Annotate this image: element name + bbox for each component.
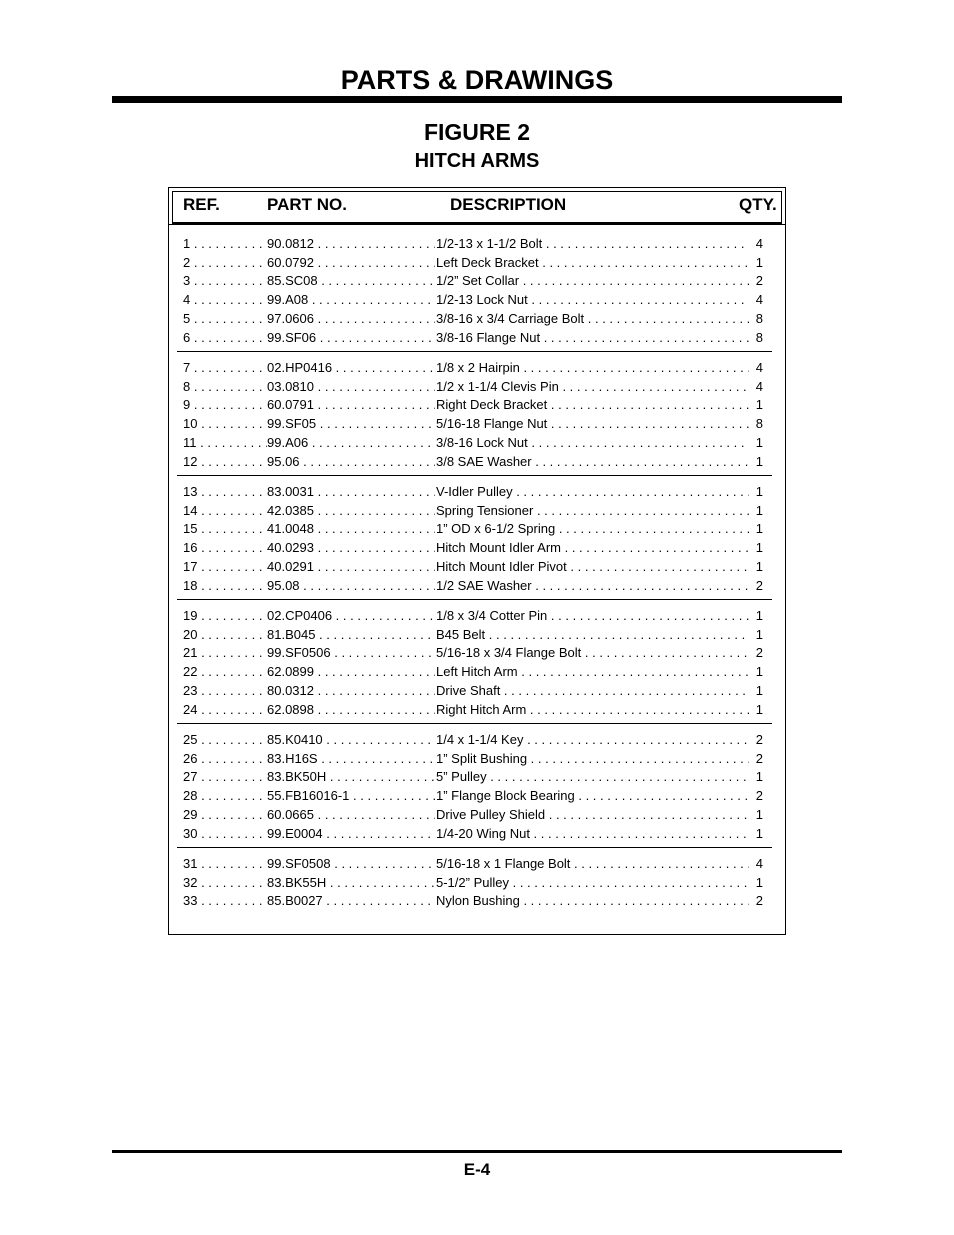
- table-row: [169, 787, 785, 806]
- part-number-cell: 83.0031 . . .: [267, 483, 435, 501]
- ref-cell: 23 . . .: [183, 682, 267, 700]
- qty-cell: 2: [749, 272, 763, 290]
- table-row: [169, 731, 785, 750]
- table-row: [169, 291, 785, 310]
- table-row: [169, 396, 785, 415]
- qty-cell: 1: [749, 539, 763, 557]
- ref-cell: 5 . . .: [183, 310, 267, 328]
- part-number-cell: 40.0293 . . .: [267, 539, 435, 557]
- group-divider: [177, 847, 772, 848]
- part-number-cell: 83.BK55H . . .: [267, 874, 435, 892]
- top-rule: [112, 96, 842, 103]
- part-number-cell: 99.A06 . . .: [267, 434, 435, 452]
- description-cell: V-Idler Pulley . . .: [436, 483, 756, 501]
- qty-cell: 1: [749, 663, 763, 681]
- ref-cell: 26 . . .: [183, 750, 267, 768]
- table-row: [169, 682, 785, 701]
- description-cell: Right Deck Bracket . . .: [436, 396, 756, 414]
- qty-cell: 1: [749, 520, 763, 538]
- description-cell: B45 Belt . . .: [436, 626, 756, 644]
- ref-cell: 15 . . .: [183, 520, 267, 538]
- description-cell: Right Hitch Arm . . .: [436, 701, 756, 719]
- table-row: [169, 310, 785, 329]
- description-cell: 5/16-18 x 3/4 Flange Bolt . . .: [436, 644, 756, 662]
- qty-cell: 2: [749, 644, 763, 662]
- qty-cell: 4: [749, 235, 763, 253]
- description-cell: 3/8 SAE Washer . . .: [436, 453, 756, 471]
- qty-cell: 4: [749, 378, 763, 396]
- qty-cell: 2: [749, 731, 763, 749]
- page-title: PARTS & DRAWINGS: [340, 65, 614, 95]
- description-cell: Drive Shaft . . .: [436, 682, 756, 700]
- table-row: [169, 855, 785, 874]
- description-cell: 3/8-16 Lock Nut . . .: [436, 434, 756, 452]
- description-cell: 1/4 x 1-1/4 Key . . .: [436, 731, 756, 749]
- part-number-cell: 85.SC08 . . .: [267, 272, 435, 290]
- table-row: [169, 607, 785, 626]
- qty-cell: 1: [749, 701, 763, 719]
- part-number-cell: 85.B0027 . . .: [267, 892, 435, 910]
- table-row: [169, 434, 785, 453]
- part-number-cell: 02.CP0406 . . .: [267, 607, 435, 625]
- ref-cell: 21 . . .: [183, 644, 267, 662]
- ref-cell: 33 . . .: [183, 892, 267, 910]
- qty-cell: 8: [749, 415, 763, 433]
- group-divider: [177, 723, 772, 724]
- table-row: [169, 768, 785, 787]
- qty-cell: 4: [749, 855, 763, 873]
- part-number-cell: 40.0291 . . .: [267, 558, 435, 576]
- column-header-qty: QTY.: [739, 195, 777, 214]
- table-row: [169, 254, 785, 273]
- table-header: [169, 188, 785, 225]
- ref-cell: 31 . . .: [183, 855, 267, 873]
- table-row: [169, 483, 785, 502]
- description-cell: 1/2-13 Lock Nut . . .: [436, 291, 756, 309]
- qty-cell: 8: [749, 329, 763, 347]
- part-number-cell: 02.HP0416 . . .: [267, 359, 435, 377]
- table-row: [169, 272, 785, 291]
- description-cell: 3/8-16 Flange Nut . . .: [436, 329, 756, 347]
- table-row: [169, 359, 785, 378]
- table-row: [169, 806, 785, 825]
- table-row: [169, 415, 785, 434]
- description-cell: 1” Flange Block Bearing . . .: [436, 787, 756, 805]
- ref-cell: 2 . . .: [183, 254, 267, 272]
- qty-cell: 1: [749, 254, 763, 272]
- part-number-cell: 60.0665 . . .: [267, 806, 435, 824]
- group-divider: [177, 351, 772, 352]
- ref-cell: 13 . . .: [183, 483, 267, 501]
- description-cell: 3/8-16 x 3/4 Carriage Bolt . . .: [436, 310, 756, 328]
- qty-cell: 1: [749, 453, 763, 471]
- description-cell: Left Deck Bracket . . .: [436, 254, 756, 272]
- qty-cell: 1: [749, 434, 763, 452]
- figure-title: FIGURE 2: [423, 119, 531, 145]
- parts-table: [168, 187, 786, 935]
- column-header-ref: REF.: [183, 195, 220, 214]
- part-number-cell: 60.0792 . . .: [267, 254, 435, 272]
- ref-cell: 1 . . .: [183, 235, 267, 253]
- table-row: [169, 663, 785, 682]
- table-row: [169, 701, 785, 720]
- part-number-cell: 62.0899 . . .: [267, 663, 435, 681]
- table-row: [169, 577, 785, 596]
- ref-cell: 28 . . .: [183, 787, 267, 805]
- table-row: [169, 626, 785, 645]
- description-cell: Drive Pulley Shield . . .: [436, 806, 756, 824]
- ref-cell: 4 . . .: [183, 291, 267, 309]
- qty-cell: 1: [749, 874, 763, 892]
- ref-cell: 11 . . .: [183, 434, 267, 452]
- description-cell: 1/2-13 x 1-1/2 Bolt . . .: [436, 235, 756, 253]
- part-number-cell: 99.A08 . . .: [267, 291, 435, 309]
- part-number-cell: 90.0812 . . .: [267, 235, 435, 253]
- part-number-cell: 80.0312 . . .: [267, 682, 435, 700]
- ref-cell: 30 . . .: [183, 825, 267, 843]
- table-row: [169, 558, 785, 577]
- table-row: [169, 825, 785, 844]
- part-number-cell: 83.H16S . . .: [267, 750, 435, 768]
- description-cell: Hitch Mount Idler Pivot . . .: [436, 558, 756, 576]
- part-number-cell: 97.0606 . . .: [267, 310, 435, 328]
- description-cell: 1” OD x 6-1/2 Spring . . .: [436, 520, 756, 538]
- qty-cell: 4: [749, 359, 763, 377]
- table-row: [169, 502, 785, 521]
- part-number-cell: 95.08 . . .: [267, 577, 435, 595]
- part-number-cell: 55.FB16016-1 . . .: [267, 787, 435, 805]
- ref-cell: 25 . . .: [183, 731, 267, 749]
- qty-cell: 2: [749, 750, 763, 768]
- part-number-cell: 85.K0410 . . .: [267, 731, 435, 749]
- description-cell: 5” Pulley . . .: [436, 768, 756, 786]
- ref-cell: 7 . . .: [183, 359, 267, 377]
- table-row: [169, 235, 785, 254]
- qty-cell: 2: [749, 787, 763, 805]
- description-cell: Spring Tensioner . . .: [436, 502, 756, 520]
- ref-cell: 14 . . .: [183, 502, 267, 520]
- table-row: [169, 378, 785, 397]
- part-number-cell: 83.BK50H . . .: [267, 768, 435, 786]
- qty-cell: 1: [749, 502, 763, 520]
- table-row: [169, 892, 785, 911]
- part-number-cell: 99.SF06 . . .: [267, 329, 435, 347]
- column-header-part-no: PART NO.: [267, 195, 347, 214]
- qty-cell: 1: [749, 626, 763, 644]
- part-number-cell: 99.SF0508 . . .: [267, 855, 435, 873]
- qty-cell: 1: [749, 825, 763, 843]
- ref-cell: 32 . . .: [183, 874, 267, 892]
- description-cell: 1/2” Set Collar . . .: [436, 272, 756, 290]
- part-number-cell: 60.0791 . . .: [267, 396, 435, 414]
- description-cell: 1/8 x 2 Hairpin . . .: [436, 359, 756, 377]
- bottom-rule: [112, 1150, 842, 1153]
- description-cell: 1/8 x 3/4 Cotter Pin . . .: [436, 607, 756, 625]
- qty-cell: 1: [749, 768, 763, 786]
- part-number-cell: 42.0385 . . .: [267, 502, 435, 520]
- ref-cell: 9 . . .: [183, 396, 267, 414]
- ref-cell: 18 . . .: [183, 577, 267, 595]
- table-row: [169, 520, 785, 539]
- qty-cell: 4: [749, 291, 763, 309]
- ref-cell: 22 . . .: [183, 663, 267, 681]
- description-cell: 1/2 SAE Washer . . .: [436, 577, 756, 595]
- qty-cell: 8: [749, 310, 763, 328]
- table-row: [169, 644, 785, 663]
- table-row: [169, 750, 785, 769]
- figure-subtitle: HITCH ARMS: [414, 150, 540, 172]
- part-number-cell: 81.B045 . . .: [267, 626, 435, 644]
- qty-cell: 1: [749, 682, 763, 700]
- column-header-description: DESCRIPTION: [450, 195, 567, 214]
- ref-cell: 8 . . .: [183, 378, 267, 396]
- part-number-cell: 99.E0004 . . .: [267, 825, 435, 843]
- description-cell: 1/2 x 1-1/4 Clevis Pin . . .: [436, 378, 756, 396]
- group-divider: [177, 475, 772, 476]
- part-number-cell: 99.SF0506 . . .: [267, 644, 435, 662]
- qty-cell: 1: [749, 558, 763, 576]
- description-cell: 5-1/2” Pulley . . .: [436, 874, 756, 892]
- table-row: [169, 539, 785, 558]
- ref-cell: 17 . . .: [183, 558, 267, 576]
- qty-cell: 1: [749, 806, 763, 824]
- description-cell: 1” Split Bushing . . .: [436, 750, 756, 768]
- part-number-cell: 41.0048 . . .: [267, 520, 435, 538]
- qty-cell: 1: [749, 396, 763, 414]
- ref-cell: 6 . . .: [183, 329, 267, 347]
- part-number-cell: 03.0810 . . .: [267, 378, 435, 396]
- table-row: [169, 874, 785, 893]
- qty-cell: 1: [749, 607, 763, 625]
- page-number: E-4: [463, 1160, 491, 1179]
- qty-cell: 2: [749, 577, 763, 595]
- qty-cell: 2: [749, 892, 763, 910]
- ref-cell: 10 . . .: [183, 415, 267, 433]
- table-row: [169, 329, 785, 348]
- description-cell: 1/4-20 Wing Nut . . .: [436, 825, 756, 843]
- ref-cell: 19 . . .: [183, 607, 267, 625]
- description-cell: Left Hitch Arm . . .: [436, 663, 756, 681]
- ref-cell: 20 . . .: [183, 626, 267, 644]
- part-number-cell: 95.06 . . .: [267, 453, 435, 471]
- description-cell: Hitch Mount Idler Arm . . .: [436, 539, 756, 557]
- part-number-cell: 62.0898 . . .: [267, 701, 435, 719]
- description-cell: Nylon Bushing . . .: [436, 892, 756, 910]
- description-cell: 5/16-18 x 1 Flange Bolt . . .: [436, 855, 756, 873]
- ref-cell: 29 . . .: [183, 806, 267, 824]
- qty-cell: 1: [749, 483, 763, 501]
- ref-cell: 3 . . .: [183, 272, 267, 290]
- ref-cell: 24 . . .: [183, 701, 267, 719]
- group-divider: [177, 599, 772, 600]
- ref-cell: 27 . . .: [183, 768, 267, 786]
- description-cell: 5/16-18 Flange Nut . . .: [436, 415, 756, 433]
- ref-cell: 12 . . .: [183, 453, 267, 471]
- part-number-cell: 99.SF05 . . .: [267, 415, 435, 433]
- ref-cell: 16 . . .: [183, 539, 267, 557]
- table-row: [169, 453, 785, 472]
